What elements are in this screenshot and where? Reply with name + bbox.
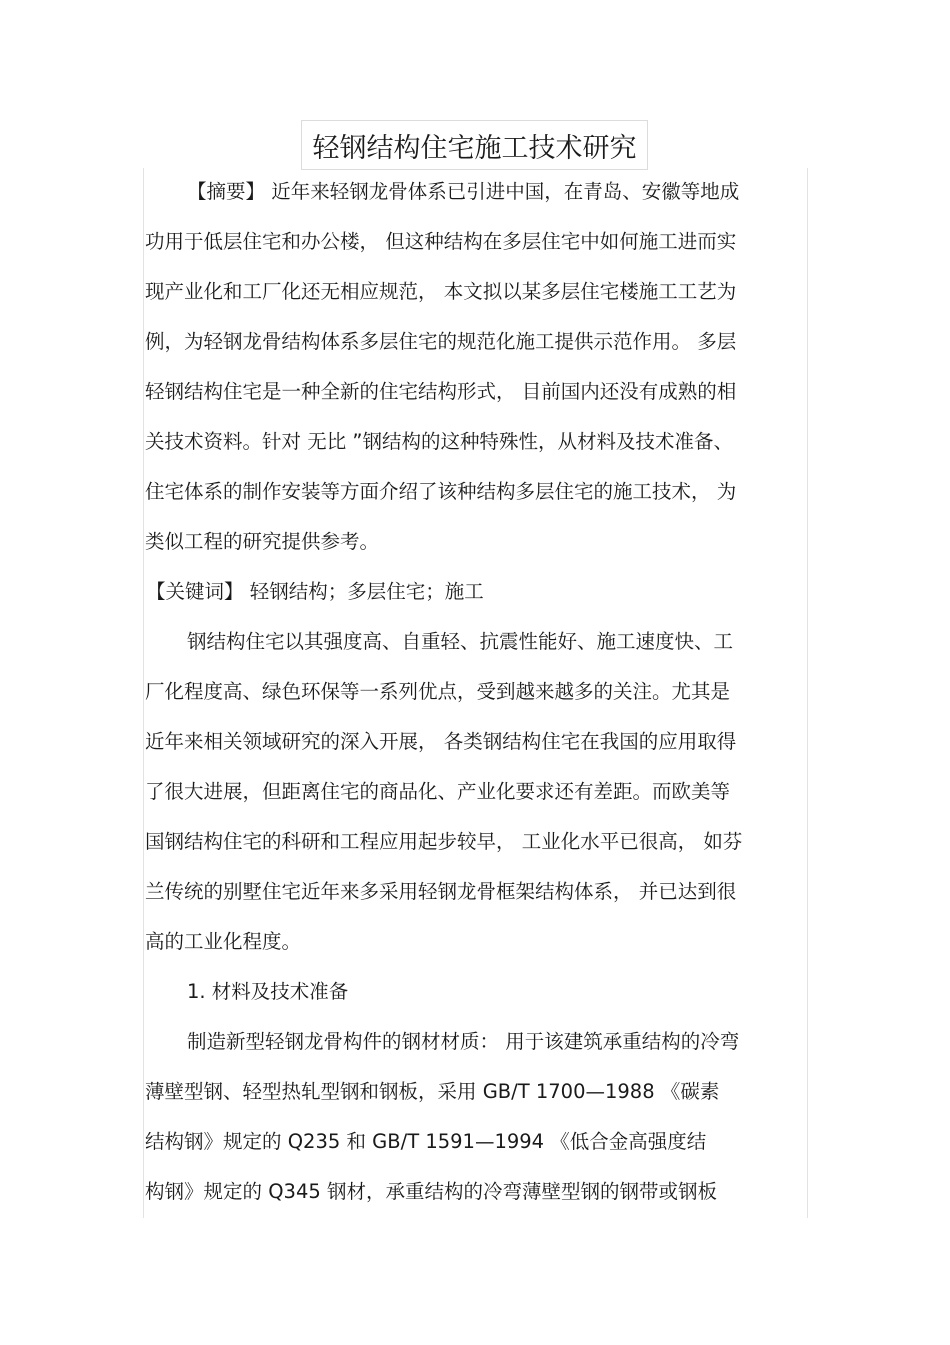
body-line: 钢结构住宅以其强度高、自重轻、抗震性能好、施工速度快、工 [187,630,734,653]
body-line: 近年来相关领域研究的深入开展， 各类钢结构住宅在我国的应用取得 [145,730,737,753]
abstract-line: 住宅体系的制作安装等方面介绍了该种结构多层住宅的施工技术， 为 [145,480,737,503]
abstract-line: 功用于低层住宅和办公楼， 但这种结构在多层住宅中如何施工进而实 [145,230,737,253]
abstract-line: 类似工程的研究提供参考。 [145,530,380,553]
body-line: 厂化程度高、绿色环保等一系列优点，受到越来越多的关注。尤其是 [145,680,731,703]
body-line: 结构钢》规定的 Q235 和 GB/T 1591—1994 《低合金高强度结 [145,1130,707,1153]
abstract-line: 例，为轻钢龙骨结构体系多层住宅的规范化施工提供示范作用。 多层 [145,330,737,353]
body-line: 国钢结构住宅的科研和工程应用起步较早， 工业化水平已很高， 如芬 [145,830,743,853]
body-line: 兰传统的别墅住宅近年来多采用轻钢龙骨框架结构体系， 并已达到很 [145,880,737,903]
keywords-line: 【关键词】 轻钢结构；多层住宅；施工 [146,580,484,603]
body-line: 薄壁型钢、轻型热轧型钢和钢板，采用 GB/T 1700—1988 《碳素 [145,1080,720,1103]
abstract-line: 关技术资料。针对 无比 ”钢结构的这种特殊性，从材料及技术准备、 [145,430,733,453]
body-line: 制造新型轻钢龙骨构件的钢材材质： 用于该建筑承重结构的冷弯 [187,1030,740,1053]
document-title: 轻钢结构住宅施工技术研究 [301,120,648,170]
body-line: 高的工业化程度。 [145,930,302,953]
body-line: 构钢》规定的 Q345 钢材，承重结构的冷弯薄壁型钢的钢带或钢板 [145,1180,717,1203]
body-line: 了很大进展，但距离住宅的商品化、产业化要求还有差距。而欧美等 [145,780,731,803]
abstract-line: 【摘要】 近年来轻钢龙骨体系已引进中国，在青岛、安徽等地成 [187,180,740,203]
abstract-line: 轻钢结构住宅是一种全新的住宅结构形式， 目前国内还没有成熟的相 [145,380,737,403]
abstract-line: 现产业化和工厂化还无相应规范， 本文拟以某多层住宅楼施工工艺为 [145,280,737,303]
section-heading: 1. 材料及技术准备 [187,980,349,1003]
